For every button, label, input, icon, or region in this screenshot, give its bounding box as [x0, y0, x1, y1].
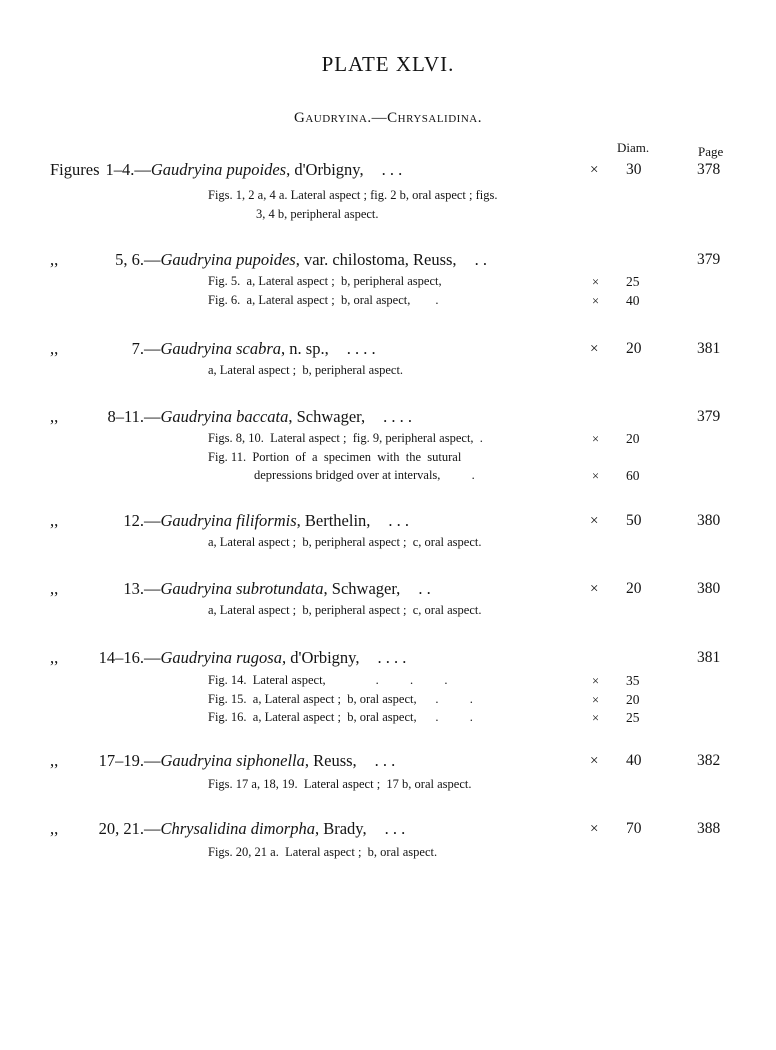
- entry-diameter: 30: [626, 161, 642, 178]
- figure-description: Figs. 1, 2 a, 4 a. Lateral aspect ; fig. 2 b, oral aspect ; figs.: [208, 188, 498, 202]
- entry-dash: —: [144, 511, 161, 530]
- species-name: Gaudryina pupoides: [160, 250, 296, 269]
- figure-description: Figs. 17 a, 18, 19. Lateral aspect ; 17 b, oral aspect.: [208, 777, 472, 791]
- genus-header: Gaudryina.—Chrysalidina.: [294, 110, 482, 126]
- species-name: Gaudryina rugosa: [160, 648, 282, 667]
- entry-figure-numbers: 8–11.: [107, 407, 144, 426]
- species-author: , Schwager,: [323, 579, 401, 598]
- leader-dots: . . .: [381, 160, 403, 179]
- sub-times-sign: ×: [592, 692, 600, 707]
- species-author: , Berthelin,: [296, 511, 371, 530]
- figure-description: a, Lateral aspect ; b, peripheral aspect ; c, oral aspect.: [208, 535, 482, 549]
- entry-prefix: ,,: [50, 339, 59, 358]
- sub-times-sign: ×: [592, 674, 600, 688]
- entry-dash: —: [134, 160, 151, 179]
- leader-dots: . . . .: [346, 339, 376, 358]
- figure-description: a, Lateral aspect ; b, peripheral aspect ; c, oral aspect.: [208, 603, 482, 617]
- leader-dots: . . . .: [383, 407, 413, 426]
- entry-dash: —: [144, 579, 161, 598]
- species-author: , var. chilostoma, Reuss,: [295, 250, 457, 269]
- times-sign: ×: [590, 753, 599, 769]
- entry-main-line: [50, 579, 431, 599]
- figure-description: depressions bridged over at intervals, .: [254, 468, 475, 482]
- diam-column-header: Diam.: [617, 140, 650, 155]
- figure-description: Fig. 6. a, Lateral aspect ; b, oral aspect, .: [208, 292, 439, 307]
- sub-diameter: 60: [626, 468, 640, 483]
- sub-times-sign: ×: [592, 275, 600, 289]
- leader-dots: . .: [474, 250, 487, 269]
- species-name: Gaudryina baccata: [160, 407, 289, 426]
- times-sign: ×: [590, 581, 599, 597]
- sub-times-sign: ×: [592, 432, 600, 446]
- species-author: , n. sp.,: [281, 339, 329, 358]
- figure-description: 3, 4 b, peripheral aspect.: [256, 206, 379, 221]
- leader-dots: . . .: [384, 819, 406, 838]
- sub-diameter: 25: [626, 710, 640, 725]
- leader-dots: . . .: [374, 751, 396, 770]
- entry-page-number: 388: [697, 820, 721, 837]
- figure-description: Fig. 16. a, Lateral aspect ; b, oral aspect, . .: [208, 710, 473, 724]
- entry-main-line: [50, 250, 487, 270]
- entry-prefix: ,,: [50, 511, 59, 530]
- plate-title: PLATE XLVI.: [321, 52, 455, 76]
- species-name: Gaudryina pupoides: [150, 160, 287, 179]
- species-name: Gaudryina subrotundata: [160, 579, 324, 598]
- entry-figure-numbers: 17–19.: [98, 751, 144, 770]
- sub-diameter: 35: [626, 673, 640, 688]
- entry-prefix: ,,: [50, 648, 59, 667]
- times-sign: ×: [590, 162, 599, 178]
- sub-times-sign: ×: [592, 711, 600, 725]
- entry-dash: —: [144, 819, 161, 838]
- entry-diameter: 20: [626, 340, 642, 357]
- entry-figure-numbers: 12.: [123, 511, 144, 530]
- entry-diameter: 40: [626, 752, 642, 769]
- entry-main-line: [50, 751, 395, 771]
- entry-diameter: 70: [626, 820, 642, 837]
- times-sign: ×: [590, 513, 599, 529]
- entry-main-line: [50, 819, 405, 839]
- entry-dash: —: [144, 407, 161, 426]
- leader-dots: . . .: [388, 511, 410, 530]
- sub-diameter: 20: [626, 431, 640, 446]
- species-author: , d'Orbigny,: [281, 648, 360, 667]
- species-name: Chrysalidina dimorpha: [160, 819, 315, 838]
- entry-prefix: Figures: [50, 160, 100, 179]
- sub-diameter: 20: [626, 691, 640, 707]
- entry-page-number: 380: [697, 580, 721, 597]
- entry-prefix: ,,: [50, 579, 59, 598]
- entry-main-line: [50, 160, 402, 180]
- entry-page-number: 381: [697, 649, 721, 666]
- entry-figure-numbers: 20, 21.: [98, 819, 144, 838]
- entry-page-number: 380: [697, 512, 721, 529]
- sub-diameter: 40: [626, 292, 640, 308]
- figure-description: Figs. 20, 21 a. Lateral aspect ; b, oral aspect.: [208, 845, 438, 859]
- figure-description: Fig. 11. Portion of a specimen with the sutural: [208, 449, 462, 464]
- entry-main-line: [50, 648, 406, 668]
- entry-dash: —: [144, 751, 161, 770]
- figure-description: a, Lateral aspect ; b, peripheral aspect.: [208, 363, 404, 377]
- species-author: , Schwager,: [288, 407, 366, 426]
- leader-dots: . . . .: [377, 648, 407, 667]
- entry-page-number: 382: [697, 752, 721, 769]
- entry-diameter: 50: [626, 512, 642, 529]
- page-column-header: Page: [698, 144, 724, 159]
- leader-dots: . .: [418, 579, 431, 598]
- entry-page-number: 378: [697, 161, 721, 178]
- entry-page-number: 379: [697, 251, 721, 268]
- entry-dash: —: [144, 648, 161, 667]
- entry-diameter: 20: [626, 580, 642, 597]
- entry-main-line: [50, 407, 412, 427]
- sub-times-sign: ×: [592, 293, 600, 308]
- entry-page-number: 379: [697, 408, 721, 425]
- species-name: Gaudryina scabra: [160, 339, 282, 358]
- species-author: , Reuss,: [304, 751, 357, 770]
- figure-description: Fig. 15. a, Lateral aspect ; b, oral aspect, . .: [208, 691, 473, 706]
- entry-figure-numbers: 14–16.: [98, 648, 144, 667]
- entry-figure-numbers: 13.: [123, 579, 144, 598]
- entry-main-line: [50, 339, 376, 359]
- entry-prefix: ,,: [50, 407, 59, 426]
- figure-description: Fig. 14. Lateral aspect, . . .: [208, 673, 448, 687]
- times-sign: ×: [590, 821, 599, 837]
- entry-prefix: ,,: [50, 819, 59, 838]
- species-author: , Brady,: [314, 819, 367, 838]
- figure-description: Fig. 5. a, Lateral aspect ; b, peripheral aspect,: [208, 274, 442, 288]
- entry-figure-numbers: 1–4.: [105, 160, 135, 179]
- entry-dash: —: [144, 250, 161, 269]
- entry-prefix: ,,: [50, 250, 59, 269]
- sub-times-sign: ×: [592, 469, 600, 483]
- species-name: Gaudryina siphonella: [160, 751, 305, 770]
- figure-description: Figs. 8, 10. Lateral aspect ; fig. 9, peripheral aspect, .: [208, 431, 483, 445]
- sub-diameter: 25: [626, 274, 640, 289]
- times-sign: ×: [590, 341, 599, 357]
- entry-page-number: 381: [697, 340, 721, 357]
- entry-prefix: ,,: [50, 751, 59, 770]
- entry-figure-numbers: 7.: [131, 339, 144, 358]
- entry-dash: —: [144, 339, 161, 358]
- species-author: , d'Orbigny,: [286, 160, 364, 179]
- species-name: Gaudryina filiformis: [160, 511, 297, 530]
- entry-main-line: [50, 511, 409, 531]
- entry-figure-numbers: 5, 6.: [115, 250, 144, 269]
